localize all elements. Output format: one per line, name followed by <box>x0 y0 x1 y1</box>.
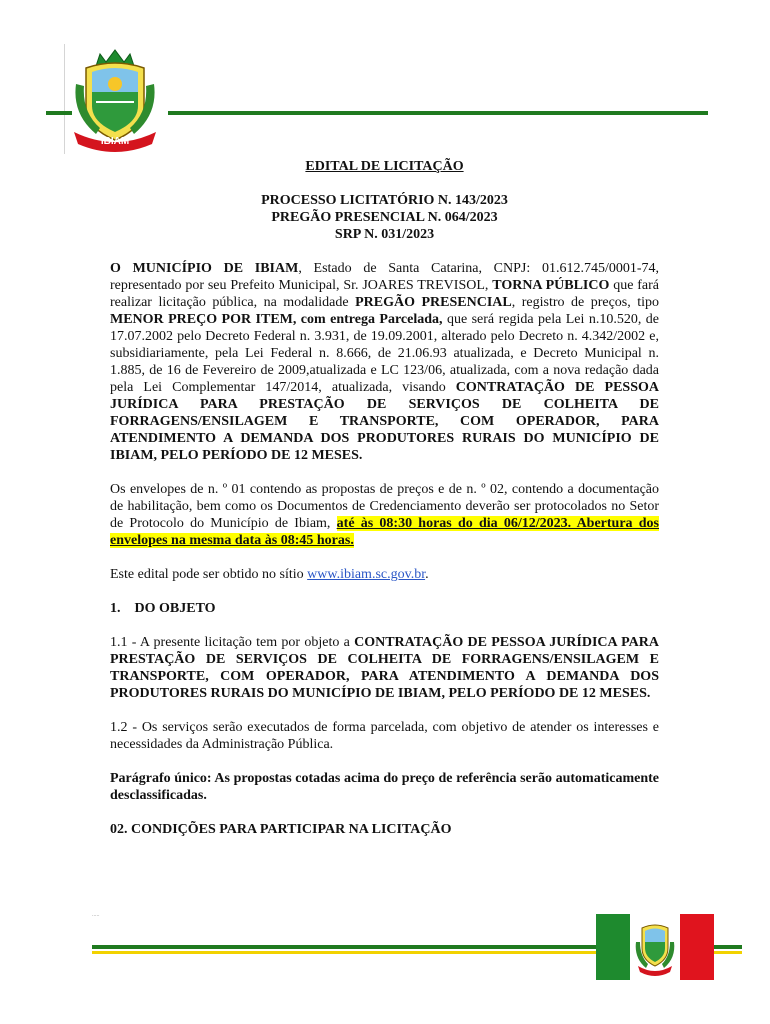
section-1-2-paragraph: 1.2 - Os serviços serão executados de forma parcelada, com objetivo de atender os interesses e necessidades da Administração Pública. <box>110 720 659 752</box>
edital-title: EDITAL DE LICITAÇÃO <box>305 159 464 174</box>
section-1-1-objeto: CONTRATAÇÃO DE PESSOA JURÍDICA PARA PRESTAÇÃO DE SERVIÇOS DE COLHEITA DE FORRAGENS/ENSILAGEM E TRANSPORTE, COM OPERADOR, PARA ATENDIMENTO A DEMANDA DOS PRODUTORES RURAIS DO MUNICÍPIO DE IBIAM, PELO PERÍODO DE 12 MESES. <box>110 635 659 701</box>
processo-title: PROCESSO LICITATÓRIO N. 143/2023 <box>261 193 508 208</box>
intro-text-3: , registro de preços, tipo <box>511 295 660 310</box>
intro-objeto: CONTRATAÇÃO DE PESSOA JURÍDICA PARA PRESTAÇÃO DE SERVIÇOS DE COLHEITA DE FORRAGENS/ENSILAGEM E TRANSPORTE, COM OPERADOR, PARA ATENDIMENTO A DEMANDA DOS PRODUTORES RURAIS DO MUNICÍPIO DE IBIAM, PELO PERÍODO DE 12 MESES. <box>110 380 660 463</box>
municipal-flag <box>596 914 714 980</box>
intro-tipo: MENOR PREÇO POR ITEM, com entrega Parcelada, <box>110 312 443 327</box>
intro-modalidade: PREGÃO PRESENCIAL <box>355 295 512 310</box>
header-line <box>168 111 708 115</box>
footer-dots: ..... <box>92 912 100 918</box>
paragrafo-unico: Parágrafo único: As propostas cotadas acima do preço de referência serão automaticamente desclassificadas. <box>110 771 659 803</box>
coat-of-arms-logo <box>66 44 164 154</box>
site-link[interactable]: www.ibiam.sc.gov.br <box>307 567 426 582</box>
intro-paragraph <box>110 260 659 464</box>
site-paragraph <box>110 566 659 583</box>
intro-municipio: O MUNICÍPIO DE IBIAM <box>110 261 299 276</box>
header-line-left <box>46 111 72 115</box>
document-body <box>110 158 659 838</box>
section-1-1-paragraph <box>110 634 659 702</box>
envelopes-text: Os envelopes de n. º 01 contendo as propostas de preços e de n. º 02, contendo a documentação de habilitação, bem como os Documentos de Credenciamento deverão ser protocolados no Setor de Protocolo do Município de Ibiam, <box>110 482 659 531</box>
intro-text-1: , Estado de Santa Catarina, CNPJ: 01.612.745/0001-74, representado por seu Prefeito Municipal, Sr. JOARES TREVISOL, <box>110 261 659 293</box>
deadline-highlight: até às 08:30 horas do dia 06/12/2023. Abertura dos envelopes na mesma data às 08:45 horas. <box>110 516 660 548</box>
logo-text: IBIAM <box>100 136 130 147</box>
section-1-1-prefix: 1.1 - A presente licitação tem por objeto a <box>110 635 355 650</box>
pregao-title: PREGÃO PRESENCIAL N. 064/2023 <box>271 210 498 225</box>
intro-text-4: que será regida pela Lei n.10.520, de 17.07.2002 pelo Decreto Federal n. 3.931, de 19.09.2001, alterado pelo Decreto n. 4.342/2002 e, subsidiariamente, pela Lei Federal n. 8.666, de 21.06.93 atualizada, e Decreto Municipal n. 1.885, de 16 de Fevereiro de 2009,atualizada e LC 123/06, atualizada, com a nova redação dada pela Lei Complementar 147/2014, atualizada, visando <box>110 312 659 395</box>
srp-title: SRP N. 031/2023 <box>334 227 435 242</box>
intro-torna-publico: TORNA PÚBLICO <box>492 278 610 293</box>
title-block <box>110 158 659 243</box>
site-prefix: Este edital pode ser obtido no sítio <box>110 567 308 582</box>
intro-text-2: que fará realizar licitação pública, na modalidade <box>110 278 660 310</box>
site-suffix: . <box>425 567 429 582</box>
section-1-heading: 1. DO OBJETO <box>110 601 216 616</box>
envelopes-paragraph <box>110 481 659 549</box>
margin-line <box>64 44 65 154</box>
section-2-heading: 02. CONDIÇÕES PARA PARTICIPAR NA LICITAÇÃO <box>110 822 452 837</box>
